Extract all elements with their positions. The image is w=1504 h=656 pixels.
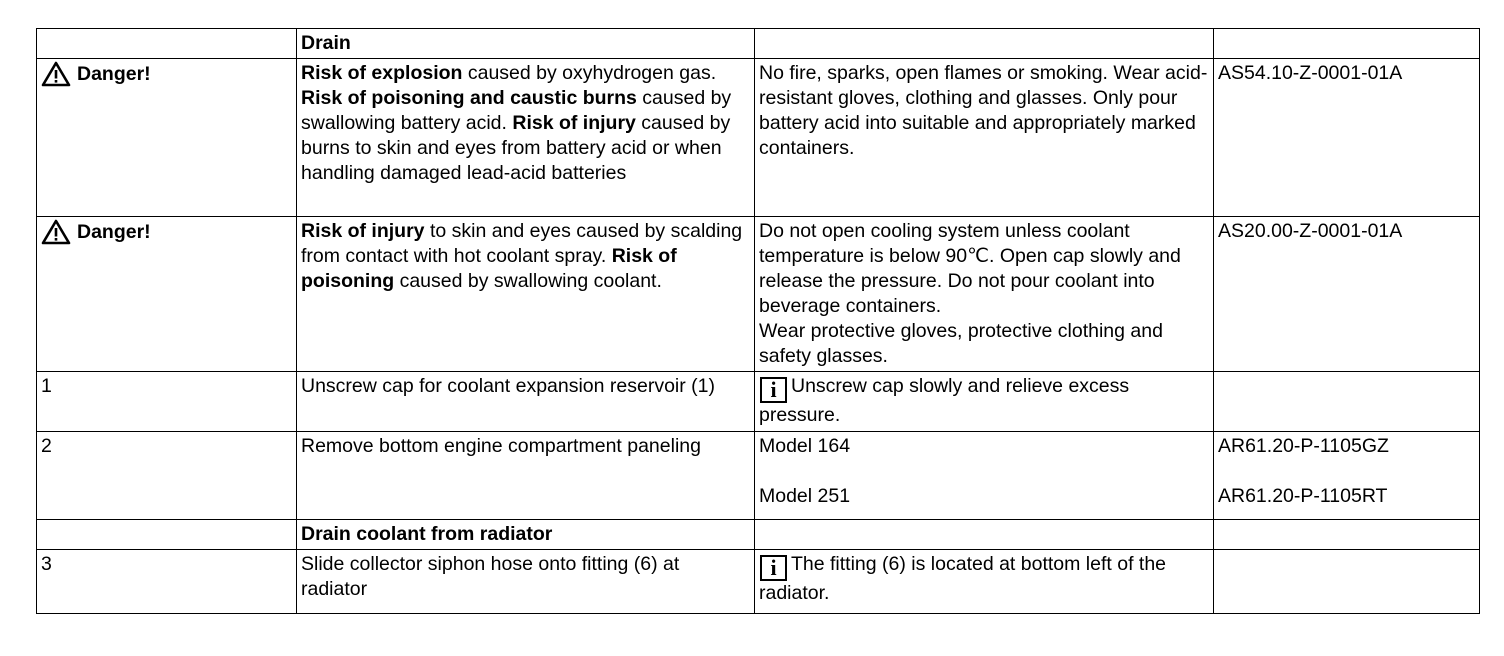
step-action: Slide collector siphon hose onto fitting (6) at radiator: [297, 550, 755, 614]
reference-code: AS20.00-Z-0001-01A: [1214, 217, 1480, 372]
reference-code: AR61.20-P-1105GZ: [1218, 435, 1389, 457]
step-number: 1: [37, 372, 297, 432]
step-number: 3: [37, 550, 297, 614]
risk-text: caused by oxyhydrogen gas.: [462, 62, 717, 84]
info-icon: i: [760, 555, 787, 581]
risk-text: caused by burns to skin and eyes from battery acid or when handling damaged lead-acid batteries: [301, 112, 731, 184]
table-row-danger: [37, 59, 1480, 217]
danger-label-cell: [37, 59, 297, 217]
section-title-drain: Drain: [297, 29, 755, 59]
reference-code: AS54.10-Z-0001-01A: [1214, 59, 1480, 217]
danger-text: Danger!: [77, 220, 151, 243]
risk-bold: Risk of explosion: [301, 62, 463, 84]
procedure-table: [36, 28, 1480, 614]
cell-empty: [1214, 29, 1480, 59]
cell-empty: [37, 520, 297, 550]
risk-text: to skin and eyes caused by scalding from contact with hot coolant spray.: [301, 220, 743, 267]
table-row-step: [37, 372, 1480, 432]
table-row-danger: [37, 217, 1480, 372]
danger-label: [41, 61, 151, 87]
warning-triangle-icon: [41, 219, 71, 245]
risk-text: caused by swallowing coolant.: [394, 270, 662, 292]
risk-text: caused by swallowing battery acid.: [301, 87, 732, 134]
measures-line: Wear protective gloves, protective clothing and safety glasses.: [759, 320, 1163, 367]
cell-empty: [1214, 372, 1480, 432]
step-action: Remove bottom engine compartment paneling: [297, 432, 755, 520]
info-icon: i: [760, 377, 787, 403]
measures-line: Do not open cooling system unless coolant temperature is below 90℃. Open cap slowly and release the pressure. Do not pour coolant into beverage containers.: [759, 220, 1181, 317]
model-list: [755, 432, 1214, 520]
safety-measures: [755, 217, 1214, 372]
warning-triangle-icon: [41, 61, 71, 87]
danger-label-cell: [37, 217, 297, 372]
step-number: 2: [37, 432, 297, 520]
note-text: Unscrew cap slowly and relieve excess pressure.: [759, 375, 1130, 426]
cell-empty: [37, 29, 297, 59]
model-label: Model 164: [759, 435, 851, 457]
risk-bold: Risk of injury: [301, 220, 425, 242]
danger-text: Danger!: [77, 62, 151, 85]
step-note: [755, 550, 1214, 614]
model-label: Model 251: [759, 485, 851, 507]
table-row-header: [37, 520, 1480, 550]
reference-list: [1214, 432, 1480, 520]
cell-empty: [1214, 550, 1480, 614]
cell-empty: [755, 520, 1214, 550]
safety-measures: No fire, sparks, open flames or smoking. Wear acid-resistant gloves, clothing and glasses. Only pour battery acid into suitable and appropriately marked containers.: [755, 59, 1214, 217]
note-text: The fitting (6) is located at bottom left of the radiator.: [759, 553, 1167, 604]
risk-description: [297, 59, 755, 217]
table-row-header: [37, 29, 1480, 59]
reference-code: AR61.20-P-1105RT: [1218, 485, 1388, 507]
table-row-step: [37, 432, 1480, 520]
table-row-step: [37, 550, 1480, 614]
cell-empty: [755, 29, 1214, 59]
risk-bold: Risk of poisoning and caustic burns: [301, 87, 637, 109]
risk-bold: Risk of poisoning: [301, 245, 677, 292]
cell-empty: [1214, 520, 1480, 550]
section-title-drain-radiator: Drain coolant from radiator: [297, 520, 755, 550]
danger-label: [41, 219, 151, 245]
step-note: [755, 372, 1214, 432]
risk-bold: Risk of injury: [512, 112, 636, 134]
step-action: Unscrew cap for coolant expansion reservoir (1): [297, 372, 755, 432]
risk-description: [297, 217, 755, 372]
